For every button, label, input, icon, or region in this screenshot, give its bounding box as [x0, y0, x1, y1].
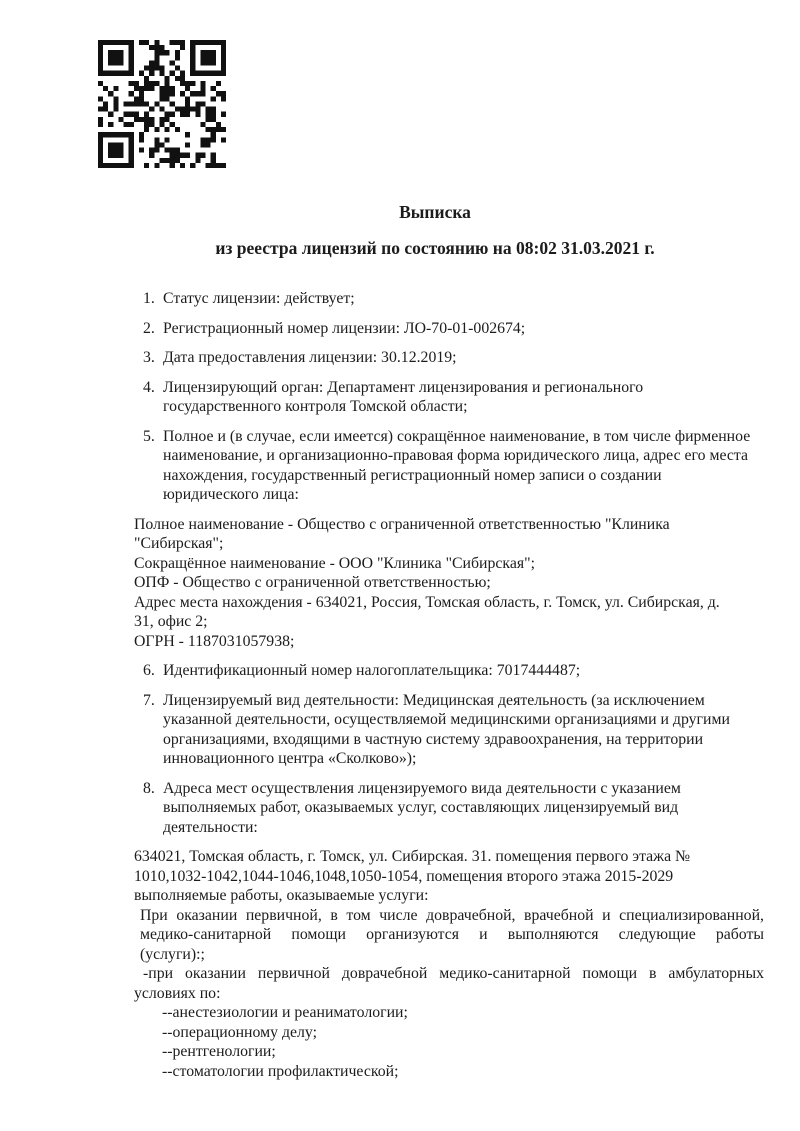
text-line: При оказании первичной, в том числе доврачебной, врачебной и специализированной,	[140, 906, 764, 924]
item-text: Лицензирующий орган: Департамент лицензирования и регионального	[163, 378, 644, 396]
text-line: 1010,1032-1042,1044-1046,1048,1050-1054, помещения второго этажа 2015-2029	[134, 867, 674, 885]
item-text: Адреса мест осуществления лицензируемого вида деятельности с указанием	[163, 779, 681, 797]
document-body	[134, 289, 764, 1081]
text-line: Полное наименование - Общество с ограниченной ответственностью "Клиника	[134, 515, 670, 533]
document-subtitle: из реестра лицензий по состоянию на 08:02 31.03.2021 г.	[215, 238, 655, 258]
item-first-line	[134, 427, 764, 447]
numbered-paragraph	[134, 427, 764, 505]
item-number: 2.	[143, 319, 155, 337]
text-line: --операционному делу;	[162, 1023, 317, 1041]
text-line: ОГРН - 1187031057938;	[134, 632, 295, 650]
text-line: "Сибирская";	[134, 535, 224, 552]
numbered-paragraph	[134, 691, 764, 769]
numbered-paragraph	[134, 289, 764, 309]
item-text: Статус лицензии: действует;	[163, 290, 355, 307]
numbered-paragraph	[134, 779, 764, 838]
item-text: Полное и (в случае, если имеется) сокращённое наименование, в том числе фирменное	[163, 427, 751, 445]
item-continuation-line: выполняемых работ, оказываемых услуг, составляющих лицензируемый вид	[163, 799, 679, 816]
item-continuation-line: юридического лица:	[163, 486, 299, 503]
text-line: -при оказании первичной доврачебной медико-санитарной помощи в амбулаторных	[143, 965, 764, 982]
item-text: Дата предоставления лицензии: 30.12.2019;	[163, 349, 457, 366]
item-first-line	[134, 691, 764, 711]
item-number: 3.	[143, 349, 155, 366]
text-line: --анестезиологии и реаниматологии;	[162, 1004, 408, 1021]
item-first-line	[134, 779, 764, 799]
item-number: 8.	[143, 779, 155, 797]
item-text: Лицензируемый вид деятельности: Медицинская деятельность (за исключением	[163, 691, 705, 709]
item-continuation-line: указанной деятельности, осуществляемой медицинскими организациями и другими	[163, 711, 730, 728]
text-line: медико-санитарной помощи организуются и выполняются следующие работы	[140, 926, 764, 943]
text-line: 31, офис 2;	[134, 613, 208, 630]
item-number: 4.	[143, 378, 155, 396]
item-text: Идентификационный номер налогоплательщика: 7017444487;	[163, 662, 581, 679]
item-first-line	[134, 319, 764, 339]
text-line: условиях по:	[134, 984, 221, 1002]
text-line: --рентгенологии;	[162, 1043, 276, 1060]
qr-code	[95, 40, 229, 168]
text-line: выполняемые работы, оказываемые услуги:	[134, 887, 429, 904]
numbered-paragraph	[134, 661, 764, 681]
text-line: Сокращённое наименование - ООО "Клиника "Сибирская";	[134, 554, 535, 572]
item-first-line	[134, 348, 764, 368]
numbered-paragraph	[134, 319, 764, 339]
text-line: Адрес места нахождения - 634021, Россия, Томская область, г. Томск, ул. Сибирская, д.	[134, 593, 720, 611]
paragraph	[134, 515, 764, 652]
paragraph	[134, 847, 764, 906]
text-line: (услуги):;	[140, 945, 205, 963]
item-first-line	[134, 661, 764, 681]
item-continuation-line: нахождения, государственный регистрационный номер записи о создании	[163, 466, 662, 484]
paragraph	[134, 906, 764, 1082]
text-line: ОПФ - Общество с ограниченной ответственностью;	[134, 574, 491, 591]
item-continuation-line: инновационного центра «Сколково»);	[163, 750, 417, 767]
item-text: Регистрационный номер лицензии: ЛО-70-01-002674;	[163, 319, 526, 337]
document-title: Выписка	[399, 202, 471, 222]
item-number: 1.	[143, 290, 155, 307]
document-content	[134, 201, 764, 1081]
item-first-line	[134, 378, 764, 398]
numbered-paragraph	[134, 378, 764, 417]
item-number: 7.	[143, 691, 155, 709]
numbered-paragraph	[134, 348, 764, 368]
item-number: 6.	[143, 662, 155, 679]
item-continuation-line: деятельности:	[163, 818, 258, 836]
item-number: 5.	[143, 427, 155, 445]
item-first-line	[134, 289, 764, 309]
item-continuation-line: наименование, и организационно-правовая форма юридического лица, адрес его места	[163, 447, 749, 464]
text-line: 634021, Томская область, г. Томск, ул. Сибирская. 31. помещения первого этажа №	[134, 848, 691, 865]
item-continuation-line: государственного контроля Томской области;	[163, 398, 468, 415]
text-line: --стоматологии профилактической;	[162, 1062, 399, 1080]
item-continuation-line: организациями, входящими в частную систему здравоохранения, на территории	[163, 730, 704, 748]
